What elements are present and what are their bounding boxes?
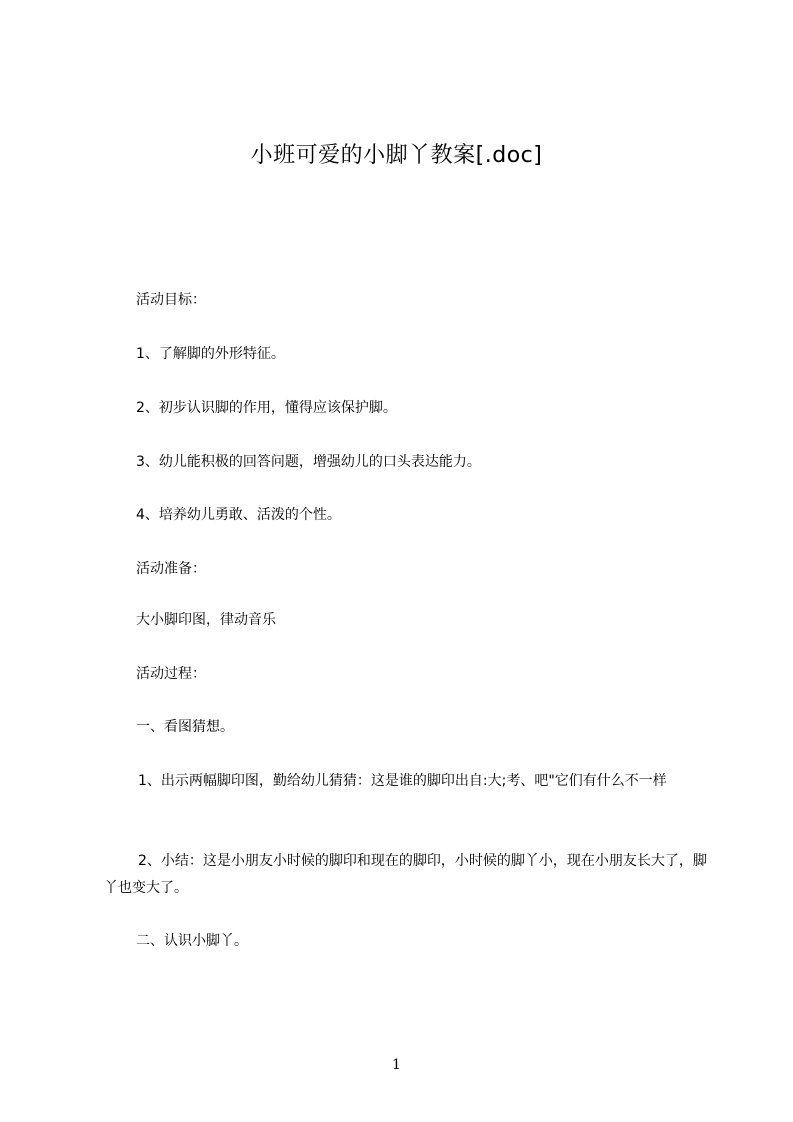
paragraph-goal-3: 3、幼儿能积极的回答问题，增强幼儿的口头表达能力。 <box>136 454 481 470</box>
paragraph-preparation-materials: 大小脚印图，律动音乐 <box>136 612 276 628</box>
paragraph-section-1-heading: 一、看图猜想。 <box>136 719 234 735</box>
paragraph-goal-4: 4、培养幼儿勇敢、活泼的个性。 <box>136 507 341 523</box>
paragraph-process-heading: 活动过程： <box>136 666 206 682</box>
paragraph-goal-1: 1、了解脚的外形特征。 <box>136 346 285 362</box>
paragraph-step-2-summary: 2、小结：这是小朋友小时候的脚印和现在的脚印，小时候的脚丫小，现在小朋友长大了，脚丫也变大了。 <box>104 853 707 896</box>
paragraph-preparation-heading: 活动准备： <box>136 561 206 577</box>
paragraph-goal-2: 2、初步认识脚的作用，懂得应该保护脚。 <box>136 400 397 416</box>
paragraph-activity-goals-heading: 活动目标： <box>136 292 206 308</box>
page-number: 1 <box>392 1057 401 1073</box>
paragraph-step-1: 1、出示两幅脚印图，勤给幼儿猜猜：这是谁的脚印出自:大;考、吧"它们有什么不一样 <box>138 773 667 789</box>
document-title: 小班可爱的小脚丫教案[.doc] <box>250 143 543 168</box>
paragraph-section-2-heading: 二、认识小脚丫。 <box>136 933 248 949</box>
